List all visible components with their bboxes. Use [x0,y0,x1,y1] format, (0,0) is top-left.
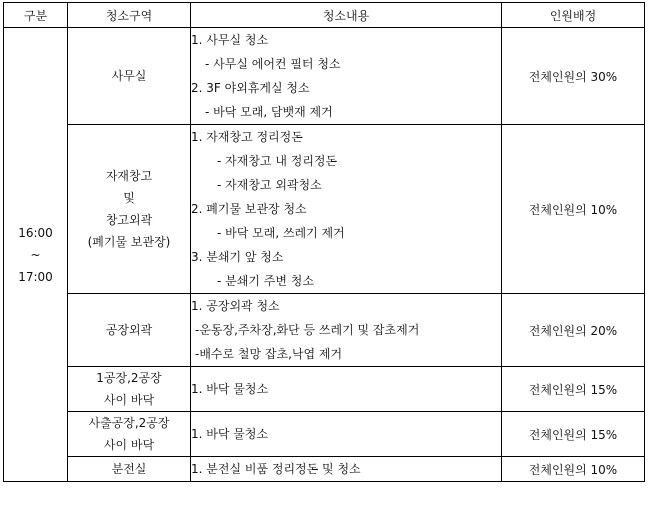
zone-label-line: 창고외곽 [105,213,153,227]
zone-label-line: 분전실 [111,462,147,476]
zone-cell [68,367,191,412]
header-zone: 청소구역 [68,3,191,28]
table-row [4,294,645,367]
content-line: - 사무실 에어컨 필터 청소 [205,57,341,71]
content-line: -운동장,주차장,화단 등 쓰레기 및 잡초제거 [195,323,420,337]
content-line: 1. 자재창고 정리정돈 [191,130,303,144]
zone-cell [68,412,191,457]
table-row [4,412,645,457]
zone-label-line: 및 [123,191,135,205]
table-body [4,28,645,482]
zone-label-line: 1공장,2공장 [96,371,162,385]
content-cell [191,457,502,482]
header-division: 구분 [4,3,68,28]
header-content: 청소내용 [191,3,502,28]
zone-cell [68,28,191,125]
time-start: 16:00 [18,225,53,240]
alloc-cell: 전체인원의 30% [502,28,645,125]
zone-cell [68,294,191,367]
zone-label-line: 사출공장,2공장 [88,416,170,430]
alloc-cell: 전체인원의 10% [502,125,645,294]
zone-label-line: 사이 바닥 [103,438,155,452]
alloc-cell: 전체인원의 20% [502,294,645,367]
time-separator: ~ [30,247,41,262]
content-cell [191,125,502,294]
content-cell [191,294,502,367]
alloc-cell: 전체인원의 15% [502,412,645,457]
alloc-cell: 전체인원의 15% [502,367,645,412]
alloc-cell: 전체인원의 10% [502,457,645,482]
time-end: 17:00 [18,269,53,284]
content-cell [191,412,502,457]
table-row [4,125,645,294]
content-line: 2. 3F 야외휴게실 청소 [191,81,310,95]
zone-cell [68,457,191,482]
content-line: 1. 분전실 비품 정리정돈 및 청소 [191,462,361,476]
content-line: 1. 바닥 물청소 [191,427,269,441]
content-line: 3. 분쇄기 앞 청소 [191,250,284,264]
zone-label-line: 공장외곽 [105,323,153,337]
content-line: 1. 공장외곽 청소 [191,299,280,313]
content-line: 1. 바닥 물청소 [191,382,269,396]
zone-label-line: (폐기물 보관장) [87,235,171,249]
zone-label-line: 사이 바닥 [103,393,155,407]
content-line: 1. 사무실 청소 [191,33,269,47]
content-line: -배수로 철망 잡초,낙엽 제거 [195,347,343,361]
zone-cell [68,125,191,294]
table-row [4,367,645,412]
cleaning-schedule-table [3,2,645,482]
content-line: - 자재창고 외곽청소 [217,178,322,192]
zone-label-line: 사무실 [111,69,147,83]
content-line: - 바닥 모래, 담뱃재 제거 [205,105,333,119]
content-line: - 자재창고 내 정리정돈 [217,154,338,168]
header-row [4,3,645,28]
header-alloc: 인원배정 [502,3,645,28]
content-cell [191,28,502,125]
table-row [4,457,645,482]
zone-label-line: 자재창고 [105,169,153,183]
content-line: 2. 폐기물 보관장 청소 [191,202,307,216]
time-slot-cell [4,28,68,482]
table-row [4,28,645,125]
content-cell [191,367,502,412]
content-line: - 바닥 모래, 쓰레기 제거 [217,226,345,240]
content-line: - 분쇄기 주변 청소 [217,274,314,288]
